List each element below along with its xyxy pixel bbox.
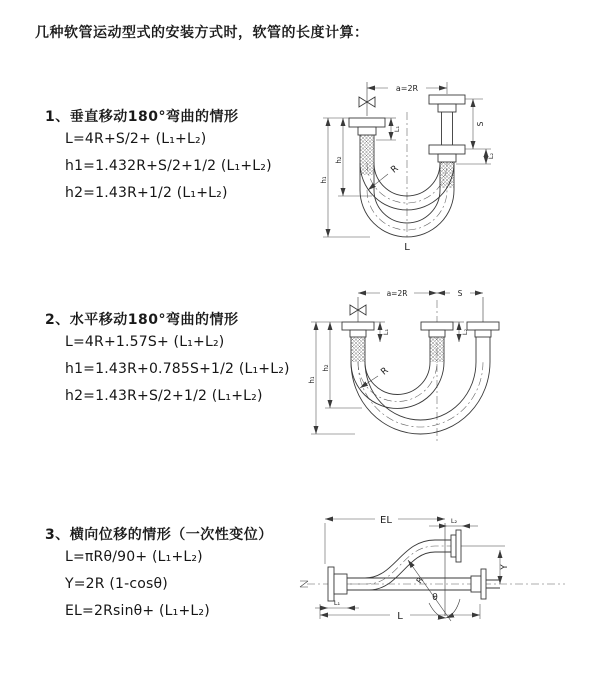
- centerline-break: [300, 581, 308, 587]
- dim-label-l: L: [397, 611, 403, 622]
- dim-label-h2: h₂: [322, 364, 330, 372]
- flange-top-displaced: [451, 530, 461, 562]
- braided-hose-texture: [360, 135, 374, 175]
- dim-label-r: R: [389, 163, 401, 176]
- diagram-vertical-180-bend: [300, 68, 592, 260]
- dim-label-l2: L₂: [450, 517, 458, 525]
- dim-label-y: Y: [500, 564, 510, 570]
- section-2-formula-h2: h2=1.43R+S/2+1/2 (L₁+L₂): [65, 388, 263, 404]
- diagram-lateral-offset: [295, 498, 597, 660]
- dim-label-s: S: [476, 121, 485, 127]
- section-2-formula-L: L=4R+1.57S+ (L₁+L₂): [65, 334, 225, 350]
- dim-label-l2: L₂: [487, 152, 495, 160]
- dim-label-el: EL: [380, 515, 392, 526]
- section-1-heading: 1、垂直移动180°弯曲的情形: [45, 109, 239, 125]
- section-3-formula-Y: Y=2R (1-cosθ): [65, 576, 168, 592]
- hose-drawing: [342, 297, 499, 442]
- section-1-formula-h1: h1=1.432R+S/2+1/2 (L₁+L₂): [65, 158, 272, 174]
- section-vertical-travel: [45, 106, 305, 207]
- flange-left: [349, 118, 385, 135]
- section-3-formula-L: L=πRθ/90+ (L₁+L₂): [65, 549, 203, 565]
- dim-label-l1: L₁: [333, 599, 341, 607]
- dim-label-a2r: a=2R: [386, 289, 408, 298]
- dim-label-r: R: [379, 365, 391, 378]
- dim-label-h2: h₂: [335, 156, 343, 164]
- dim-label-h1: h₁: [308, 376, 316, 384]
- section-lateral-offset: [45, 524, 305, 625]
- flange-right: [467, 322, 499, 337]
- braided-hose-texture: [351, 337, 365, 362]
- hose-drawing: [349, 82, 465, 238]
- dim-label-r: R: [414, 575, 426, 586]
- dim-label-s: S: [457, 289, 463, 298]
- dimensions: [320, 82, 495, 253]
- flange-right-lower: [429, 145, 465, 162]
- dim-label-a2r: a=2R: [395, 84, 419, 93]
- dimensions: [315, 515, 510, 622]
- section-horizontal-travel: [45, 309, 305, 410]
- dim-label-l1: L₁: [382, 328, 390, 336]
- flange-right-upper: [429, 95, 465, 112]
- section-3-formula-EL: EL=2Rsinθ+ (L₁+L₂): [65, 603, 210, 619]
- dim-label-l: L: [404, 242, 410, 253]
- diagram-horizontal-180-bend: [300, 280, 592, 475]
- angle-label-theta: θ: [432, 593, 438, 603]
- dimensions: [308, 289, 483, 434]
- section-1-formula-L: L=4R+S/2+ (L₁+L₂): [65, 131, 207, 147]
- braided-hose-texture: [440, 162, 454, 188]
- section-3-heading: 3、横向位移的情形（一次性变位）: [45, 527, 273, 543]
- flange-right-ghost: [471, 569, 486, 599]
- flange-left: [342, 322, 374, 337]
- braided-hose-texture: [430, 337, 444, 362]
- dim-label-l2: L₂: [461, 328, 469, 336]
- section-1-formula-h2: h2=1.43R+1/2 (L₁+L₂): [65, 185, 228, 201]
- page-title: 几种软管运动型式的安装方式时，软管的长度计算：: [35, 25, 369, 41]
- section-2-heading: 2、水平移动180°弯曲的情形: [45, 312, 239, 328]
- flange-left: [328, 567, 347, 601]
- flange-middle: [421, 322, 453, 337]
- dim-label-h1: h₁: [320, 176, 328, 184]
- section-2-formula-h1: h1=1.43R+0.785S+1/2 (L₁+L₂): [65, 361, 290, 377]
- dim-label-l1: L₁: [393, 125, 401, 133]
